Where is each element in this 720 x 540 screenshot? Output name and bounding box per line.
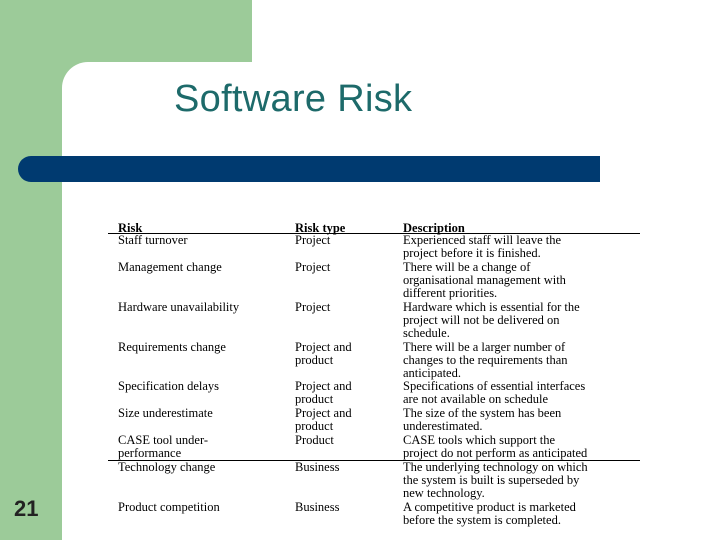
table-row [108,301,640,341]
risk-cell: Requirements change [118,340,226,354]
risk-table [108,219,640,528]
risk-type-cell: Project [295,300,331,314]
description-cell: There will be a larger number of changes to the requirements than anticipated. [403,340,568,380]
description-cell: Specifications of essential interfaces are not available on schedule [403,379,586,406]
description-cell: Hardware which is essential for the project will not be delivered on schedule. [403,300,580,340]
green-side-strip [0,0,62,540]
table-header-row [108,219,640,234]
description-cell: The size of the system has been underestimated. [403,406,562,433]
slide-number: 21 [14,496,39,521]
table-row [108,341,640,380]
table-row [108,501,640,528]
description-cell: CASE tools which support the project do not perform as anticipated [403,433,588,460]
risk-type-cell: Project and product [295,340,352,367]
risk-cell: Management change [118,260,222,274]
risk-cell: Staff turnover [118,233,188,247]
table-row [108,434,640,461]
risk-type-cell: Project [295,260,331,274]
table-row [108,407,640,434]
header-risk: Risk [118,221,143,235]
header-description: Description [403,221,465,235]
description-cell: The underlying technology on which the system is built is superseded by new technology. [403,460,588,500]
table-row [108,261,640,301]
risk-type-cell: Business [295,460,340,474]
risk-cell: Specification delays [118,379,220,393]
description-cell: There will be a change of organisational management with different priorities. [403,260,566,300]
description-cell: A competitive product is marketed before the system is completed. [403,500,576,527]
risk-cell: Technology change [118,460,216,474]
table-row [108,380,640,407]
risk-type-cell: Business [295,500,340,514]
risk-type-cell: Project [295,233,331,247]
risk-type-cell: Product [295,433,334,447]
slide-title: Software Risk [174,78,413,120]
table-row [108,234,640,261]
table-row [108,461,640,501]
header-risk-type: Risk type [295,221,346,235]
risk-cell: Hardware unavailability [118,300,240,314]
risk-cell: Size underestimate [118,406,213,420]
risk-cell: CASE tool under- performance [118,433,209,460]
risk-type-cell: Project and product [295,379,352,406]
risk-cell: Product competition [118,500,220,514]
title-underline-bar [18,156,600,182]
description-cell: Experienced staff will leave the project before it is finished. [403,233,562,260]
risk-type-cell: Project and product [295,406,352,433]
